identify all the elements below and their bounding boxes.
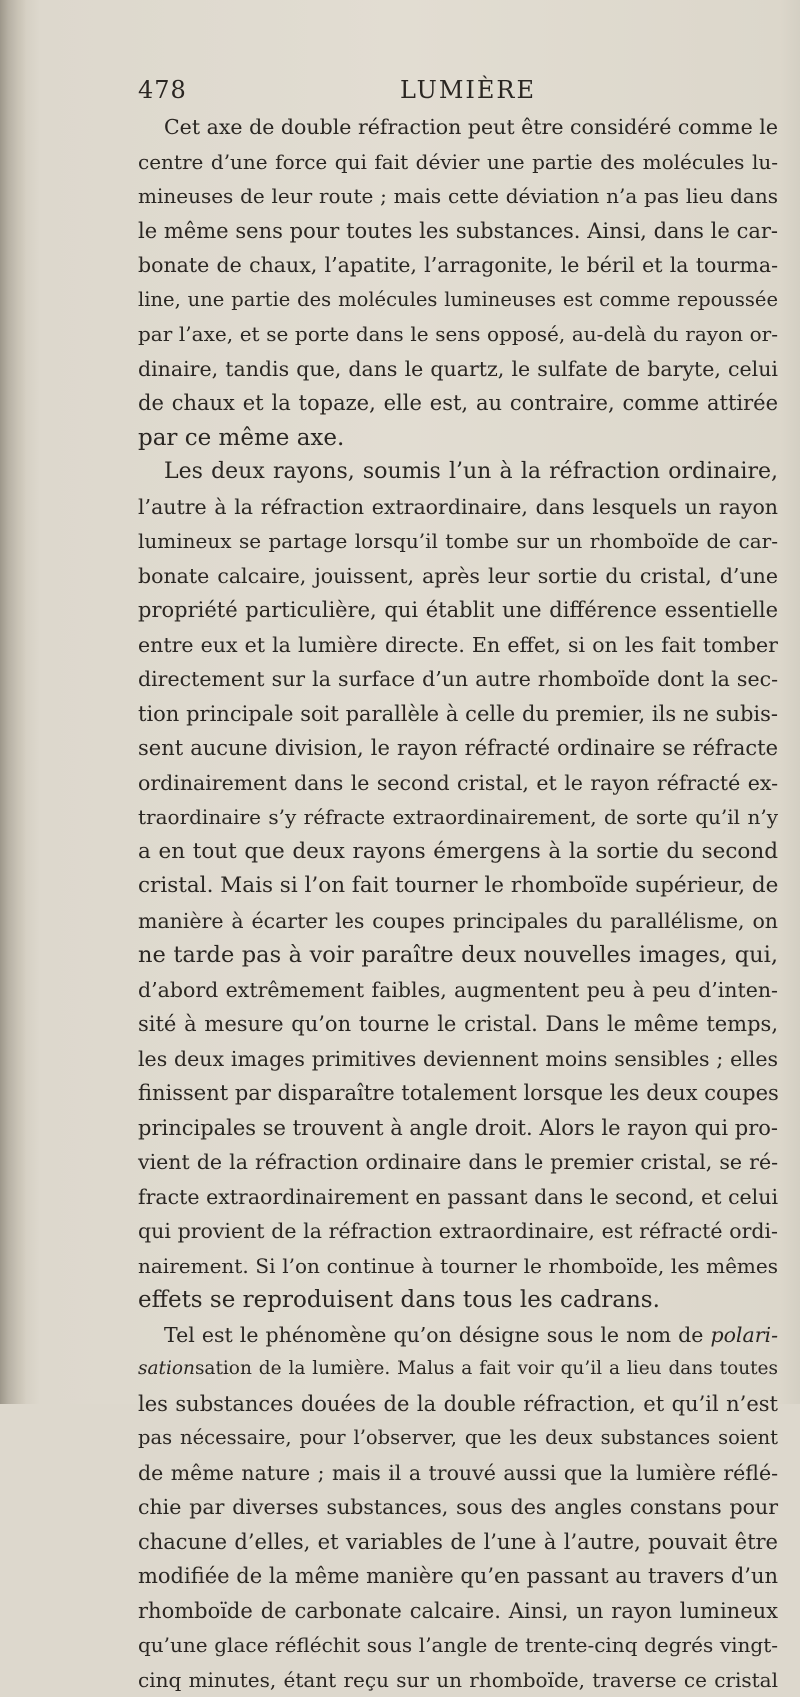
text-line: par ce même axe.	[138, 421, 778, 456]
text-line: le même sens pour toutes les substances. Ainsi, dans le car-	[138, 214, 778, 249]
text-line: qu’une glace réfléchit sous l’angle de trente-cinq degrés vingt-	[138, 1628, 778, 1663]
text-line: Les deux rayons, soumis l’un à la réfraction ordinaire,	[138, 455, 778, 490]
text-line: Cet axe de double réfraction peut être considéré comme le	[138, 110, 778, 145]
italic-term: sation	[138, 1358, 195, 1379]
text-line: tion principale soit parallèle à celle du premier, ils ne subis-	[138, 697, 778, 732]
text-line: vient de la réfraction ordinaire dans le premier cristal, se ré-	[138, 1145, 778, 1180]
text-line: les substances douées de la double réfraction, et qu’il n’est	[138, 1387, 778, 1422]
text-line: d’abord extrêmement faibles, augmentent peu à peu d’inten-	[138, 973, 778, 1008]
page-header	[138, 76, 778, 112]
text-line: pas nécessaire, pour l’observer, que les deux substances soient	[138, 1421, 778, 1456]
text-line: l’autre à la réfraction extraordinaire, dans lesquels un rayon	[138, 490, 778, 525]
text-line: fracte extraordinairement en passant dans le second, et celui	[138, 1180, 778, 1215]
text-line: chie par diverses substances, sous des angles constans pour	[138, 1490, 778, 1525]
text-line: cinq minutes, étant reçu sur un rhomboïde, traverse ce cristal	[138, 1663, 778, 1697]
italic-term: polari-	[710, 1323, 778, 1347]
text-line-segment: Tel est le phénomène qu’on désigne sous le nom de	[164, 1323, 703, 1347]
text-line: centre d’une force qui fait dévier une partie des molécules lu-	[138, 145, 778, 180]
text-line: modifiée de la même manière qu’en passant au travers d’un	[138, 1559, 778, 1594]
text-line: dinaire, tandis que, dans le quartz, le sulfate de baryte, celui	[138, 352, 778, 387]
running-head: LUMIÈRE	[400, 76, 536, 104]
text-line: directement sur la surface d’un autre rhomboïde dont la sec-	[138, 662, 778, 697]
text-line: de chaux et la topaze, elle est, au contraire, comme attirée	[138, 386, 778, 421]
text-line-with-italic	[138, 1352, 778, 1387]
text-line: qui provient de la réfraction extraordinaire, est réfracté ordi-	[138, 1214, 778, 1249]
text-line: nairement. Si l’on continue à tourner le rhomboïde, les mêmes	[138, 1249, 778, 1284]
text-line: finissent par disparaître totalement lorsque les deux coupes	[138, 1076, 778, 1111]
text-line: chacune d’elles, et variables de l’une à l’autre, pouvait être	[138, 1525, 778, 1560]
text-line: sité à mesure qu’on tourne le cristal. Dans le même temps,	[138, 1007, 778, 1042]
text-line: par l’axe, et se porte dans le sens opposé, au-delà du rayon or-	[138, 317, 778, 352]
text-line-with-italic	[138, 1318, 778, 1353]
text-line: traordinaire s’y réfracte extraordinairement, de sorte qu’il n’y	[138, 800, 778, 835]
text-line: lumineux se partage lorsqu’il tombe sur un rhomboïde de car-	[138, 524, 778, 559]
page-number: 478	[138, 76, 187, 104]
text-line: mineuses de leur route ; mais cette déviation n’a pas lieu dans	[138, 179, 778, 214]
text-line: entre eux et la lumière directe. En effet, si on les fait tomber	[138, 628, 778, 663]
text-line: ne tarde pas à voir paraître deux nouvelles images, qui,	[138, 938, 778, 973]
text-line: sent aucune division, le rayon réfracté ordinaire se réfracte	[138, 731, 778, 766]
body-text	[138, 110, 778, 1697]
page-binding-edge	[0, 0, 26, 1404]
text-line: cristal. Mais si l’on fait tourner le rhomboïde supérieur, de	[138, 869, 778, 904]
text-line: propriété particulière, qui établit une différence essentielle	[138, 593, 778, 628]
text-line: bonate de chaux, l’apatite, l’arragonite, le béril et la tourma-	[138, 248, 778, 283]
text-line: les deux images primitives deviennent moins sensibles ; elles	[138, 1042, 778, 1077]
text-line-segment: sation de la lumière. Malus a fait voir qu’il a lieu dans toutes	[195, 1358, 778, 1379]
text-line: principales se trouvent à angle droit. Alors le rayon qui pro-	[138, 1111, 778, 1146]
text-line: bonate calcaire, jouissent, après leur sortie du cristal, d’une	[138, 559, 778, 594]
text-line: ordinairement dans le second cristal, et le rayon réfracté ex-	[138, 766, 778, 801]
text-line: de même nature ; mais il a trouvé aussi que la lumière réflé-	[138, 1456, 778, 1491]
text-line: rhomboïde de carbonate calcaire. Ainsi, un rayon lumineux	[138, 1594, 778, 1629]
text-line: line, une partie des molécules lumineuses est comme repoussée	[138, 283, 778, 318]
text-line: a en tout que deux rayons émergens à la sortie du second	[138, 835, 778, 870]
text-line: effets se reproduisent dans tous les cadrans.	[138, 1283, 778, 1318]
text-line: manière à écarter les coupes principales du parallélisme, on	[138, 904, 778, 939]
